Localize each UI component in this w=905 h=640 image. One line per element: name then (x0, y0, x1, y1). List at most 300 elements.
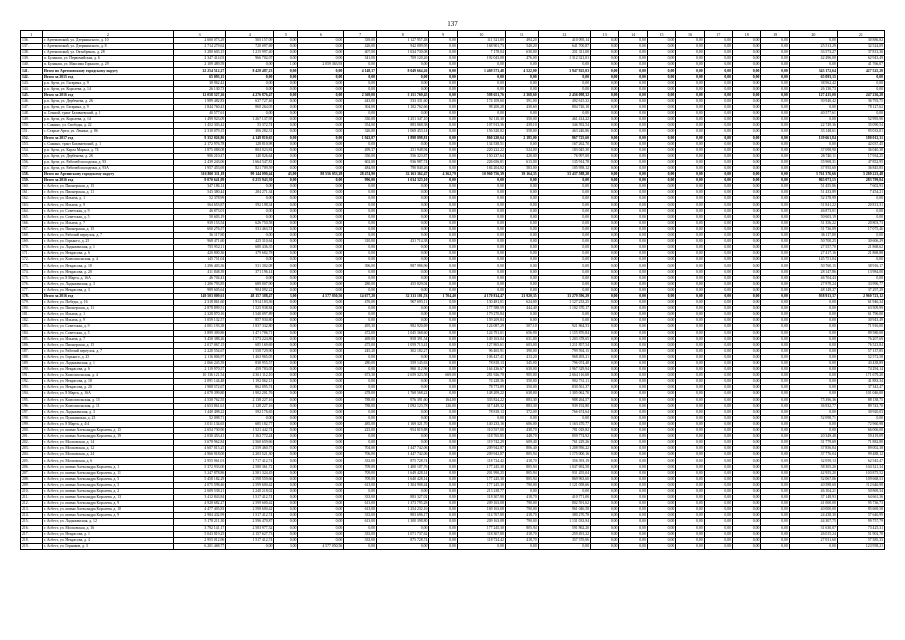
amount-cell: 0,00 (789, 543, 837, 549)
amount-cell: 0,00 (377, 208, 429, 214)
amount-cell: 0,00 (538, 214, 590, 220)
table-row (21, 543, 885, 549)
amount-cell: 0,00 (226, 208, 274, 214)
amount-cell: 37 343,47 (837, 385, 884, 391)
amount-cell: 0,00 (676, 92, 704, 98)
amount-cell: 0,00 (647, 147, 675, 153)
amount-cell: 0,00 (733, 379, 761, 385)
address-cell: г. Асбест, ул. Ладыженская, д. 3 (42, 281, 173, 287)
amount-cell: 0,00 (619, 92, 647, 98)
amount-cell: 0,00 (676, 312, 704, 318)
amount-cell: 869 963,60 (538, 476, 590, 482)
amount-cell: 0,00 (676, 147, 704, 153)
amount-cell: 0,00 (789, 342, 837, 348)
amount-cell: 0,00 (647, 141, 675, 147)
amount-cell: 0,00 (647, 56, 675, 62)
amount-cell: 0,00 (733, 385, 761, 391)
amount-cell: 0,00 (344, 409, 377, 415)
amount-cell: 0,00 (591, 44, 619, 50)
row-index-cell: 189. (21, 360, 43, 366)
amount-cell: 0,00 (344, 62, 377, 68)
amount-cell: 0,00 (761, 202, 789, 208)
amount-cell: 0,00 (298, 220, 344, 226)
address-cell: г. Асбест, ул. имени Александра Королева, д. 10 (42, 507, 173, 513)
amount-cell: 0,00 (733, 458, 761, 464)
amount-cell: 0,00 (619, 330, 647, 336)
amount-cell: 0,00 (429, 74, 457, 80)
amount-cell: 0,00 (429, 367, 457, 373)
amount-cell: 0,00 (429, 421, 457, 427)
amount-cell: 0,00 (591, 287, 619, 293)
amount-cell: 1 102 762,66 (377, 105, 429, 111)
amount-cell: 0,00 (591, 159, 619, 165)
amount-cell: 0,00 (298, 153, 344, 159)
address-cell: г. Артемовский, ул. Дзержинского, д. 8 (42, 44, 173, 50)
row-index-cell: 156. (21, 159, 43, 165)
amount-cell: 0,00 (733, 111, 761, 117)
amount-cell: 0,00 (538, 202, 590, 208)
amount-cell: 0,00 (274, 202, 298, 208)
address-cell: г. Асбест, ул. Некрасова, д. 1 (42, 531, 173, 537)
amount-cell: 0,00 (619, 519, 647, 525)
amount-cell: 280,00 (344, 360, 377, 366)
row-index-cell: 168. (21, 233, 43, 239)
amount-cell: 0,00 (761, 68, 789, 74)
row-index-cell: 185. (21, 336, 43, 342)
amount-cell: 968 471,60 (173, 239, 225, 245)
amount-cell: 858 391,54 (377, 336, 429, 342)
amount-cell: 0,00 (274, 208, 298, 214)
amount-cell: 0,00 (538, 488, 590, 494)
amount-cell: 2 439 243,06 (173, 159, 225, 165)
amount-cell: 159 209,84 (457, 318, 505, 324)
amount-cell: 0,00 (647, 245, 675, 251)
amount-cell: 0,00 (733, 251, 761, 257)
amount-cell: 613,00 (344, 507, 377, 513)
amount-cell: 0,00 (647, 440, 675, 446)
amount-cell: 0,00 (704, 74, 732, 80)
amount-cell: 0,00 (377, 202, 429, 208)
amount-cell: 485,00 (344, 421, 377, 427)
address-cell: р.п. Арти, ул. Дербенева, д. 26 (42, 153, 173, 159)
amount-cell: 0,00 (704, 306, 732, 312)
amount-cell: 602,00 (344, 159, 377, 165)
amount-cell: 0,00 (274, 226, 298, 232)
amount-cell: 543 380,44 (173, 190, 225, 196)
amount-cell: 0,00 (676, 62, 704, 68)
amount-cell: 3 899 309,86 (173, 330, 225, 336)
amount-cell: 0,00 (298, 421, 344, 427)
address-cell: г. Асбест, ул. Ильича, д. 7 (42, 336, 173, 342)
amount-cell: 61 796,00 (837, 312, 884, 318)
amount-cell: 0,00 (676, 348, 704, 354)
amount-cell: 0,00 (298, 336, 344, 342)
address-cell: г. Асбест, ул. имени Александра Королева, д. 19 (42, 434, 173, 440)
amount-cell: 0,00 (344, 257, 377, 263)
address-cell: г. Асбест, ул. Московская, д. 12 (42, 446, 173, 452)
amount-cell: 0,00 (377, 434, 429, 440)
amount-cell: 0,00 (344, 434, 377, 440)
amount-cell: 0,00 (274, 501, 298, 507)
amount-cell: 0,00 (619, 86, 647, 92)
amount-cell: 0,00 (619, 476, 647, 482)
amount-cell: 1 573 224,86 (226, 336, 274, 342)
amount-cell: 0,00 (274, 44, 298, 50)
amount-cell: 0,00 (761, 226, 789, 232)
amount-cell: 32 524,09 (837, 44, 884, 50)
amount-cell: 425 310,64 (226, 239, 274, 245)
address-cell: г. Асбест, ул. Ладыженская, д. 12 (42, 519, 173, 525)
amount-cell: 1 169 321,70 (377, 421, 429, 427)
amount-cell: 0,00 (676, 74, 704, 80)
amount-cell: 0,00 (505, 86, 538, 92)
amount-cell: 0,00 (591, 354, 619, 360)
amount-cell: 0,00 (733, 391, 761, 397)
amount-cell: 0,00 (429, 330, 457, 336)
amount-cell: 51 736,09 (789, 226, 837, 232)
amount-cell: 1 440 498,22 (173, 409, 225, 415)
amount-cell: 0,00 (619, 312, 647, 318)
amount-cell: 720 097,69 (226, 44, 274, 50)
amount-cell: 2 172 976,78 (173, 141, 225, 147)
amount-cell: 89 002,38 (837, 446, 884, 452)
amount-cell: 0,00 (274, 452, 298, 458)
amount-cell: 0,00 (591, 336, 619, 342)
amount-cell: 0,00 (761, 184, 789, 190)
amount-cell: 1 305 062,70 (538, 391, 590, 397)
amount-cell: 0,00 (647, 214, 675, 220)
amount-cell: 0,00 (704, 269, 732, 275)
amount-cell: 0,00 (619, 111, 647, 117)
amount-cell: 0,00 (429, 147, 457, 153)
amount-cell: 967 695,11 (377, 300, 429, 306)
amount-cell: 0,00 (591, 306, 619, 312)
amount-cell: 0,00 (591, 507, 619, 513)
amount-cell: 0,00 (647, 275, 675, 281)
amount-cell: 0,00 (298, 68, 344, 74)
amount-cell: 0,00 (837, 415, 884, 421)
amount-cell: 0,00 (733, 537, 761, 543)
amount-cell: 559 145,63 (377, 360, 429, 366)
amount-cell: 976 391,60 (377, 397, 429, 403)
amount-cell: 124 087,29 (457, 324, 505, 330)
amount-cell: 0,00 (733, 226, 761, 232)
amount-cell: 0,00 (298, 184, 344, 190)
amount-cell: 805,94 (505, 525, 538, 531)
amount-cell: 0,00 (226, 196, 274, 202)
amount-cell: 0,00 (619, 373, 647, 379)
amount-cell: 0,00 (619, 360, 647, 366)
amount-cell: 0,00 (676, 385, 704, 391)
amount-cell: 167 262,70 (538, 141, 590, 147)
amount-cell: 492 615,32 (538, 98, 590, 104)
amount-cell: 966 702,07 (226, 56, 274, 62)
amount-cell: 591 862,20 (538, 525, 590, 531)
amount-cell: 0,00 (676, 440, 704, 446)
amount-cell: 1 540 097,89 (226, 312, 274, 318)
amount-cell: 358,00 (505, 129, 538, 135)
address-cell: г. Асбест, ул. Некрасова, д. 4 (42, 537, 173, 543)
amount-cell: 0,00 (538, 233, 590, 239)
amount-cell: 430,60 (505, 105, 538, 111)
amount-cell: 0,00 (733, 403, 761, 409)
address-cell: г. Асбест, ул. Горького, д. 25 (42, 354, 173, 360)
amount-cell: 0,00 (761, 56, 789, 62)
amount-cell: 0,00 (733, 452, 761, 458)
amount-cell: 127 415,00 (789, 92, 837, 98)
amount-cell: 4 577 050,56 (298, 543, 344, 549)
amount-cell: 4 577 050,56 (298, 293, 344, 299)
amount-cell: 0,00 (274, 56, 298, 62)
amount-cell: 865 073,15 (789, 178, 837, 184)
amount-cell: 118 765,85 (457, 434, 505, 440)
amount-cell: 0,00 (377, 111, 429, 117)
amount-cell: 0,00 (298, 38, 344, 44)
amount-cell: 20 349,48 (789, 434, 837, 440)
amount-cell: 281 926,78 (457, 373, 505, 379)
amount-cell: 390,00 (505, 348, 538, 354)
amount-cell: 0,00 (647, 543, 675, 549)
amount-cell: 0,00 (704, 495, 732, 501)
amount-cell: 0,00 (761, 147, 789, 153)
row-index-cell: 164. (21, 208, 43, 214)
amount-cell: 0,00 (298, 409, 344, 415)
row-index-cell: 171. (21, 251, 43, 257)
amount-cell: 0,00 (647, 38, 675, 44)
amount-cell: 0,00 (591, 415, 619, 421)
amount-cell: 0,00 (761, 354, 789, 360)
amount-cell: 247 236,28 (837, 92, 884, 98)
amount-cell: 0,00 (676, 513, 704, 519)
amount-cell: 0,00 (429, 476, 457, 482)
amount-cell: 0,00 (761, 434, 789, 440)
amount-cell: 74 228,36 (457, 379, 505, 385)
amount-cell: 0,00 (647, 287, 675, 293)
amount-cell: 0,00 (789, 306, 837, 312)
address-cell: г. Асбест, ул. Советская, д. 5 (42, 214, 173, 220)
amount-cell: 52 995,90 (837, 117, 884, 123)
amount-cell: 0,00 (789, 62, 837, 68)
amount-cell: 0,00 (298, 98, 344, 104)
amount-cell: 0,00 (377, 184, 429, 190)
amount-cell: 118 724,42 (457, 537, 505, 543)
amount-cell: 799 594,15 (538, 348, 590, 354)
amount-cell: 0,00 (505, 141, 538, 147)
amount-cell: 0,00 (647, 360, 675, 366)
amount-cell: 223,00 (344, 428, 377, 434)
amount-cell: 494,20 (505, 38, 538, 44)
row-index-cell: 219. (21, 543, 43, 549)
amount-cell: 1 163 470,77 (538, 421, 590, 427)
address-cell: р.п. Арти, ул. Карла Маркса, д. 74 (42, 147, 173, 153)
amount-cell: 0,00 (274, 306, 298, 312)
amount-cell: 0,00 (226, 184, 274, 190)
amount-cell: 2 369,00 (344, 92, 377, 98)
amount-cell: 0,00 (591, 373, 619, 379)
amount-cell: 1 215 997,40 (226, 50, 274, 56)
amount-cell: 875 728,74 (377, 458, 429, 464)
amount-cell: 0,00 (591, 147, 619, 153)
amount-cell: 0,00 (538, 74, 590, 80)
amount-cell: 53 437 588,20 (538, 172, 590, 178)
amount-cell: 0,00 (619, 482, 647, 488)
amount-cell: 37 148,93 (789, 495, 837, 501)
row-index-cell: 163. (21, 202, 43, 208)
amount-cell: 149 503 809,61 (173, 293, 225, 299)
amount-cell: 0,00 (619, 184, 647, 190)
amount-cell: 0,00 (619, 421, 647, 427)
amount-cell: 0,00 (538, 86, 590, 92)
amount-cell: 0,00 (761, 172, 789, 178)
amount-cell: 0,00 (704, 464, 732, 470)
amount-cell: 455 829,04 (377, 281, 429, 287)
amount-cell: 0,00 (619, 80, 647, 86)
amount-cell: 0,00 (538, 287, 590, 293)
amount-cell: 0,00 (647, 397, 675, 403)
amount-cell: 0,00 (591, 184, 619, 190)
amount-cell: 0,00 (298, 281, 344, 287)
amount-cell: 2 664 116,68 (538, 373, 590, 379)
amount-cell: 0,00 (429, 50, 457, 56)
row-index-cell: 194. (21, 391, 43, 397)
amount-cell: 0,00 (274, 153, 298, 159)
amount-cell: 0,00 (733, 330, 761, 336)
amount-cell: 0,00 (591, 111, 619, 117)
amount-cell: 0,00 (274, 385, 298, 391)
amount-cell: 2 157 627,73 (226, 531, 274, 537)
amount-cell: 0,00 (733, 360, 761, 366)
amount-cell: 0,00 (505, 287, 538, 293)
amount-cell: 101 046,00 (837, 391, 884, 397)
column-number-header: 20 (789, 31, 837, 38)
amount-cell: 333,00 (344, 513, 377, 519)
amount-cell: 0,00 (647, 74, 675, 80)
amount-cell: 0,00 (298, 391, 344, 397)
amount-cell: 0,00 (647, 458, 675, 464)
amount-cell: 0,00 (457, 239, 505, 245)
amount-cell: 0,00 (704, 44, 732, 50)
amount-cell: 0,00 (647, 281, 675, 287)
row-index-cell: 205. (21, 458, 43, 464)
amount-cell: 0,00 (298, 440, 344, 446)
address-cell: г. Асбест, ул. Московская, д. 14 (42, 440, 173, 446)
address-cell: г. Асбест, ул. имени Александра Королева, д. 3 (42, 482, 173, 488)
amount-cell: 0,00 (274, 458, 298, 464)
amount-cell: 805,94 (505, 464, 538, 470)
amount-cell: 0,00 (591, 269, 619, 275)
amount-cell: 689 007,90 (226, 281, 274, 287)
amount-cell: 410 095,14 (538, 38, 590, 44)
amount-cell: 2 598 600,42 (226, 507, 274, 513)
amount-cell: 75 396,36 (789, 397, 837, 403)
amount-cell: 673,30 (344, 373, 377, 379)
amount-cell: 540,20 (505, 44, 538, 50)
row-index-cell: 141. (21, 68, 43, 74)
amount-cell: 0,00 (274, 165, 298, 171)
amount-cell: 0,00 (619, 495, 647, 501)
amount-cell: 0,00 (619, 470, 647, 476)
amount-cell: 0,00 (704, 348, 732, 354)
amount-cell: 0,00 (591, 537, 619, 543)
amount-cell: 0,00 (676, 293, 704, 299)
amount-cell: 51 841,22 (789, 202, 837, 208)
amount-cell: 0,00 (789, 105, 837, 111)
amount-cell: 0,00 (505, 214, 538, 220)
amount-cell: 0,00 (298, 141, 344, 147)
amount-cell: 0,00 (647, 446, 675, 452)
amount-cell: 0,00 (591, 312, 619, 318)
amount-cell: 36 932,77 (789, 403, 837, 409)
amount-cell: 0,00 (429, 214, 457, 220)
amount-cell: 0,00 (591, 80, 619, 86)
amount-cell: 1 634 323,10 (377, 178, 429, 184)
amount-cell: 0,00 (298, 513, 344, 519)
amount-cell: 1 471 786,71 (226, 330, 274, 336)
amount-cell: 0,00 (704, 117, 732, 123)
amount-cell: 4 078 399,80 (173, 391, 225, 397)
amount-cell: 0,00 (591, 434, 619, 440)
row-index-cell: 199. (21, 421, 43, 427)
amount-cell: 27 417,16 (789, 251, 837, 257)
amount-cell: 0,00 (429, 251, 457, 257)
amount-cell: 0,00 (298, 312, 344, 318)
amount-cell: 0,00 (761, 208, 789, 214)
amount-cell: 0,00 (676, 300, 704, 306)
amount-cell: 704,00 (344, 446, 377, 452)
amount-cell: 3 458 388,26 (173, 336, 225, 342)
amount-cell: 0,00 (429, 38, 457, 44)
amount-cell: 0,00 (619, 62, 647, 68)
amount-cell: 5 247 878,86 (173, 470, 225, 476)
amount-cell: 41 766,07 (837, 62, 884, 68)
amount-cell: 0,00 (274, 336, 298, 342)
amount-cell: 0,00 (429, 318, 457, 324)
address-cell: г. Асбест, ул. Комсомольская, д. 15 (42, 397, 173, 403)
amount-cell: 0,00 (377, 62, 429, 68)
amount-cell: 0,00 (676, 367, 704, 373)
amount-cell: 0,00 (704, 153, 732, 159)
amount-cell: 1 640 428,14 (377, 476, 429, 482)
amount-cell: 609,40 (505, 440, 538, 446)
address-cell: г. Асбест, ул. Пионерская, д. 15 (42, 342, 173, 348)
amount-cell: 0,00 (619, 507, 647, 513)
amount-cell: 0,00 (619, 531, 647, 537)
amount-cell: 0,00 (761, 214, 789, 220)
amount-cell: 283 799,84 (837, 178, 884, 184)
amount-cell: 0,00 (591, 367, 619, 373)
amount-cell: 0,00 (429, 300, 457, 306)
amount-cell: 0,00 (591, 214, 619, 220)
amount-cell: 0,00 (377, 409, 429, 415)
row-index-cell: 165. (21, 214, 43, 220)
amount-cell: 0,00 (647, 391, 675, 397)
amount-cell: 0,00 (344, 354, 377, 360)
amount-cell: 1 649 428,14 (377, 470, 429, 476)
amount-cell: 0,00 (298, 434, 344, 440)
amount-cell: 0,00 (344, 269, 377, 275)
amount-cell: 0,00 (591, 141, 619, 147)
amount-cell: 0,00 (647, 409, 675, 415)
amount-cell: 0,00 (761, 495, 789, 501)
amount-cell: 469,00 (344, 336, 377, 342)
amount-cell: 52 067,06 (789, 476, 837, 482)
row-index-cell: 146. (21, 98, 43, 104)
amount-cell: 0,00 (733, 153, 761, 159)
amount-cell: 0,00 (429, 135, 457, 141)
amount-cell: 0,00 (619, 415, 647, 421)
amount-cell: 135 914,78 (538, 159, 590, 165)
amount-cell: 168 901,73 (457, 44, 505, 50)
